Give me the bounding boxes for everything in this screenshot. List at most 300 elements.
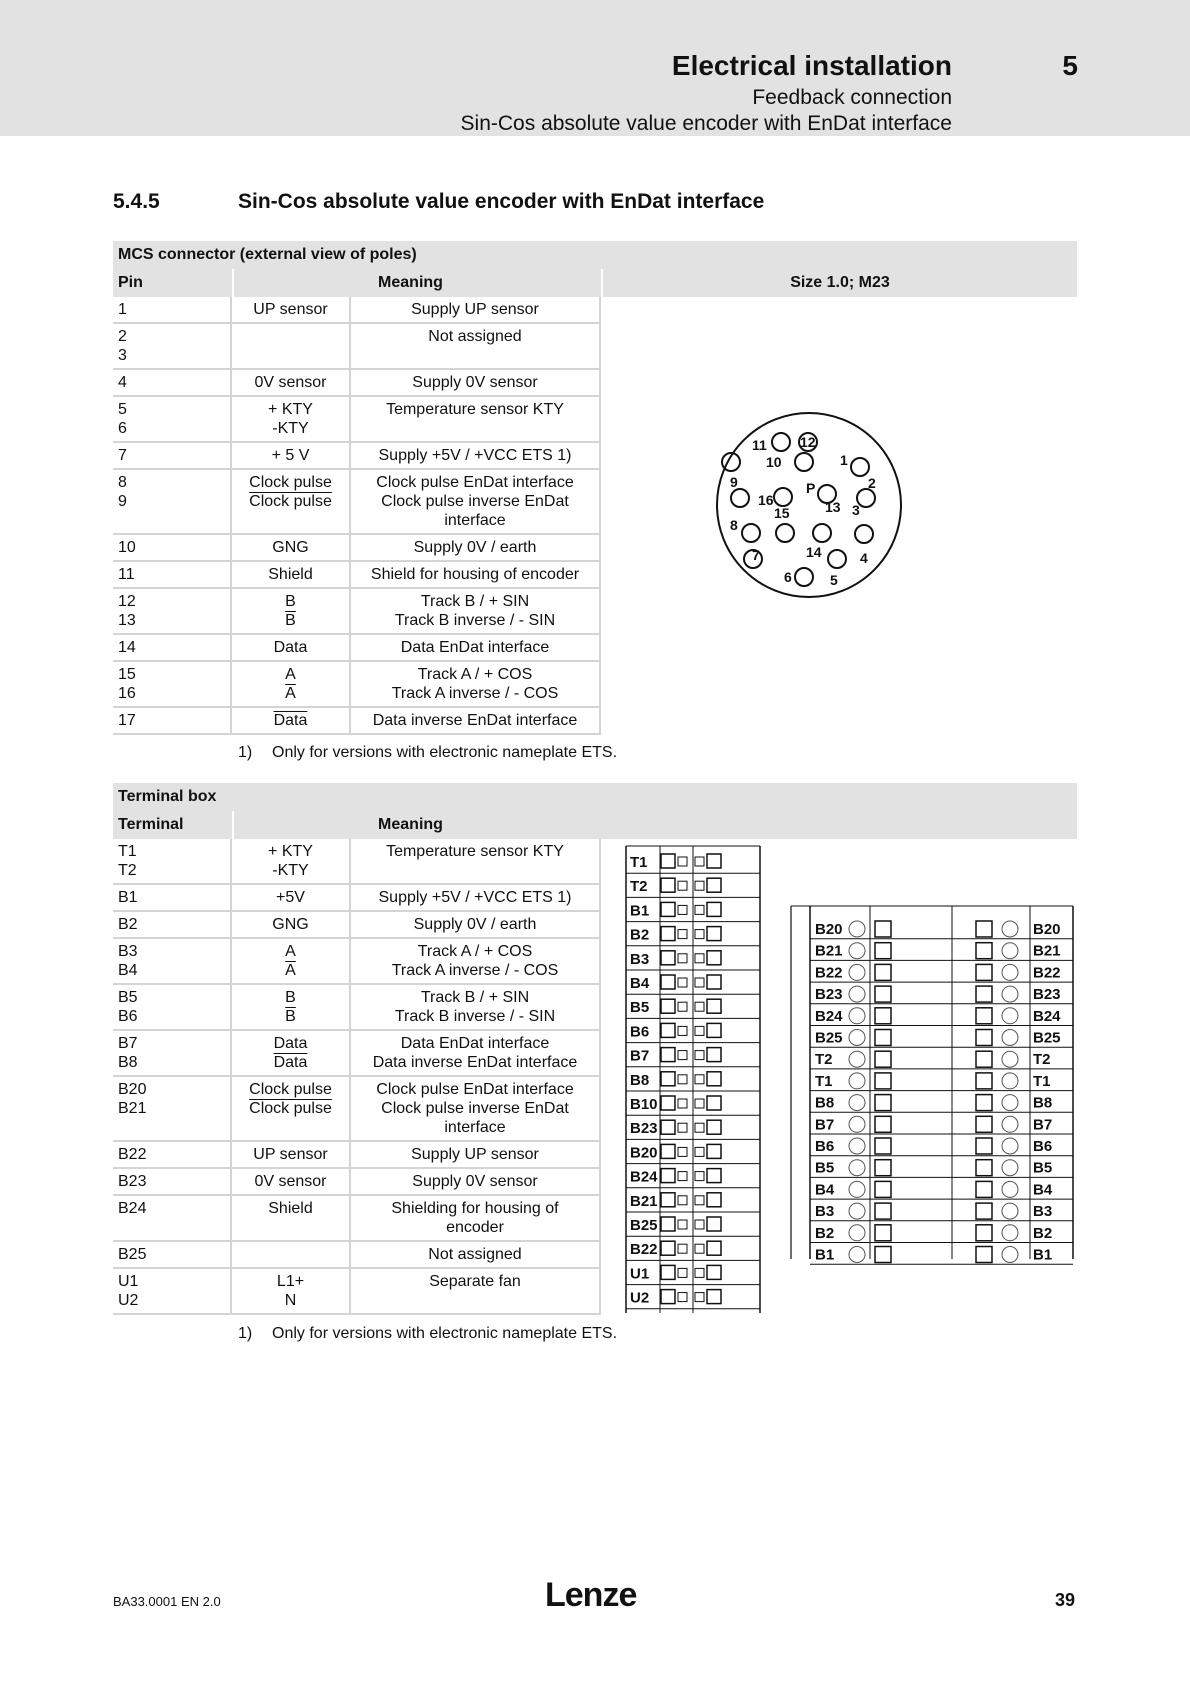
cell-line: UP sensor: [253, 1146, 328, 1163]
terminal-label: B1: [815, 1246, 835, 1264]
cell-line: Clock pulse: [249, 474, 332, 491]
cell-line: Supply +5V / +VCC ETS 1): [378, 889, 572, 906]
terminal-label: B25: [1033, 1029, 1061, 1047]
pin-hole: [795, 453, 813, 471]
pin-cell: [113, 938, 231, 984]
terminal-screw: [1002, 1203, 1018, 1219]
cell-line: 1: [118, 301, 127, 318]
terminal-box: [707, 975, 721, 989]
pin-hole: [851, 458, 869, 476]
terminal-label: B24: [630, 1168, 658, 1186]
terminal-label: T1: [815, 1072, 833, 1090]
terminal-box: [661, 1290, 675, 1304]
terminal-label: B5: [815, 1159, 835, 1177]
cell-line: B4: [118, 962, 138, 979]
connector-pin-label: 6: [784, 569, 792, 585]
table-row: [113, 1195, 600, 1241]
terminal-box: [661, 1072, 675, 1086]
cell-line: B: [285, 593, 296, 610]
lenze-logo: Lenze: [545, 1576, 637, 1614]
cell-line: $\overline{B}$: [285, 1008, 296, 1025]
terminal-box: [661, 1048, 675, 1062]
cell-line: 3: [118, 347, 127, 364]
cell-line: B23: [118, 1173, 147, 1190]
cell-line: B21: [118, 1100, 147, 1117]
terminal-screw: [1002, 964, 1018, 980]
signal-cell: [231, 534, 350, 561]
footnote-text: Only for versions with electronic nameplate ETS.: [272, 744, 618, 761]
terminal-box: [875, 1116, 891, 1132]
connector-pin-label: 16: [758, 492, 774, 508]
pin-cell: [113, 588, 231, 634]
terminal-box: [661, 1217, 675, 1231]
terminal-box: [707, 878, 721, 892]
terminal-box: [695, 857, 704, 866]
terminal-box: [678, 1026, 687, 1035]
meaning-cell: [350, 884, 600, 911]
terminal-box: [695, 1172, 704, 1181]
terminal-label: B20: [1033, 921, 1061, 938]
cell-line: 10: [118, 539, 136, 556]
cell-line: + KTY: [268, 843, 313, 860]
terminal-box: [875, 1225, 891, 1241]
table-row: [113, 369, 600, 396]
terminal-box: [661, 1265, 675, 1279]
terminal-box: [678, 1075, 687, 1084]
terminal-box: [707, 1072, 721, 1086]
terminal-box: [695, 905, 704, 914]
table-row: [113, 938, 600, 984]
terminal-box: [875, 1247, 891, 1263]
meaning-cell: [350, 297, 600, 323]
terminal-box: [695, 881, 704, 890]
cell-line: $\overline{A}$: [285, 962, 296, 979]
pin-hole: [772, 433, 790, 451]
connector-pin-label: 15: [774, 505, 790, 521]
cell-line: Data: [273, 1054, 308, 1071]
meaning-cell: [350, 323, 600, 369]
meaning-cell: [350, 839, 600, 884]
cell-line: Supply UP sensor: [411, 1146, 539, 1163]
table-row: [113, 1168, 600, 1195]
cell-line: B8: [118, 1054, 138, 1071]
terminal-box: [976, 1051, 992, 1067]
pin-cell: [113, 1241, 231, 1268]
terminal-box: [678, 1051, 687, 1060]
terminal-label: B23: [630, 1120, 658, 1138]
terminal-label: B8: [815, 1094, 835, 1112]
terminal-box: [976, 1138, 992, 1154]
document-id: BA33.0001 EN 2.0: [113, 1594, 221, 1609]
signal-cell: [231, 1268, 350, 1314]
terminal-label: B21: [815, 942, 843, 960]
terminal-box: [678, 954, 687, 963]
pin-cell: [113, 469, 231, 534]
cell-line: Track A inverse / - COS: [391, 685, 559, 702]
cell-line: $\overline{A}$: [285, 685, 296, 702]
terminal-box: [976, 986, 992, 1002]
terminal-box: [695, 1147, 704, 1156]
cell-line: N: [284, 1292, 297, 1309]
terminal-box: [695, 1002, 704, 1011]
signal-cell: [231, 323, 350, 369]
cell-line: 13: [118, 612, 136, 629]
cell-line: Track A / + COS: [417, 666, 533, 683]
terminal-screw: [1002, 1073, 1018, 1089]
terminal-box-table: [113, 839, 601, 1315]
meaning-cell: [350, 1141, 600, 1168]
terminal-box: [707, 1023, 721, 1037]
cell-line: 4: [118, 374, 127, 391]
table-row: [113, 442, 600, 469]
table-row: [113, 1241, 600, 1268]
terminal-label: T2: [815, 1051, 833, 1069]
cell-line: -KTY: [272, 862, 309, 879]
signal-cell: [231, 984, 350, 1030]
cell-line: B2: [118, 916, 138, 933]
connector-pin-label: 3: [852, 502, 860, 518]
table-row: [113, 561, 600, 588]
footnote-number: 1): [238, 1325, 253, 1342]
terminal-box: [661, 1096, 675, 1110]
terminal-box: [695, 1099, 704, 1108]
signal-cell: [231, 1076, 350, 1141]
terminal-screw: [1002, 1030, 1018, 1046]
cell-line: T1: [118, 843, 137, 860]
meaning-cell: [350, 661, 600, 707]
table-row: [113, 588, 600, 634]
cell-line: B6: [118, 1008, 138, 1025]
connector-pin-label: 10: [766, 454, 782, 470]
terminal-box: [678, 1196, 687, 1205]
cell-line: Clock pulse inverse EnDat: [381, 493, 569, 510]
terminal-label: B21: [630, 1192, 658, 1210]
terminal-label: B23: [1033, 986, 1061, 1004]
cell-line: 12: [118, 593, 136, 610]
terminal-box: [661, 854, 675, 868]
cell-line: 6: [118, 420, 127, 437]
terminal-strip-left: [625, 845, 765, 1315]
pin-cell: [113, 297, 231, 323]
pin-cell: [113, 1168, 231, 1195]
connector-pin-label: 2: [868, 475, 876, 491]
terminal-screw: [849, 1225, 865, 1241]
cell-line: encoder: [446, 1219, 504, 1236]
terminal-box: [707, 1290, 721, 1304]
terminal-box: [875, 986, 891, 1002]
terminal-box: [875, 1073, 891, 1089]
cell-line: +5V: [276, 889, 305, 906]
cell-line: Clock pulse inverse EnDat: [381, 1100, 569, 1117]
terminal-box: [707, 1193, 721, 1207]
meaning-cell: [350, 1076, 600, 1141]
cell-line: interface: [444, 1119, 506, 1136]
connector-pin-label: 12: [800, 434, 816, 450]
terminal-box: [661, 878, 675, 892]
connector-pin-label: 1: [840, 452, 848, 468]
terminal-screw: [1002, 1225, 1018, 1241]
cell-line: Track B inverse / - SIN: [394, 612, 556, 629]
terminal-box: [976, 1116, 992, 1132]
terminal-box: [976, 1160, 992, 1176]
cell-line: B5: [118, 989, 138, 1006]
table-row: [113, 911, 600, 938]
meaning-cell: [350, 534, 600, 561]
pin-cell: [113, 1076, 231, 1141]
terminal-box: [661, 1023, 675, 1037]
header-subtitle-1: Feedback connection: [752, 86, 952, 109]
terminal-label: B8: [1033, 1094, 1053, 1112]
meaning-cell: [350, 984, 600, 1030]
terminal-box: [875, 1203, 891, 1219]
meaning-cell: [350, 469, 600, 534]
pin-cell: [113, 1268, 231, 1314]
cell-line: Shield for housing of encoder: [370, 566, 580, 583]
cell-line: Supply 0V sensor: [412, 374, 538, 391]
terminal-box: [695, 954, 704, 963]
terminal-box: [695, 930, 704, 939]
cell-line: U1: [118, 1273, 139, 1290]
terminal-label: B1: [630, 902, 650, 920]
terminal-label: B6: [1033, 1138, 1053, 1155]
signal-cell: [231, 369, 350, 396]
pin-hole: [795, 568, 813, 586]
terminal-box: [661, 1120, 675, 1134]
terminal-label: B24: [1033, 1007, 1061, 1025]
terminal-label: B25: [630, 1217, 658, 1234]
signal-cell: [231, 1241, 350, 1268]
terminal-screw: [1002, 1095, 1018, 1111]
table-row: [113, 469, 600, 534]
cell-line: 15: [118, 666, 136, 683]
terminal-label: B25: [815, 1029, 843, 1047]
cell-line: Data: [273, 639, 308, 656]
terminal-box: [678, 881, 687, 890]
terminal-box: [695, 1026, 704, 1035]
terminal-label: B7: [1033, 1116, 1053, 1134]
pin-cell: [113, 911, 231, 938]
meaning-cell: [350, 369, 600, 396]
terminal-box: [678, 1172, 687, 1181]
signal-cell: [231, 1030, 350, 1076]
signal-cell: [231, 839, 350, 884]
cell-line: Not assigned: [428, 328, 522, 345]
meaning-cell: [350, 442, 600, 469]
pin-cell: [113, 839, 231, 884]
terminal-label: B20: [815, 921, 843, 938]
terminal-box: [678, 1123, 687, 1132]
terminal-screw: [849, 986, 865, 1002]
signal-cell: [231, 297, 350, 323]
terminal-box: [976, 1225, 992, 1241]
cell-line: B20: [118, 1081, 147, 1098]
terminal-label: B1: [1033, 1246, 1053, 1264]
cell-line: A: [285, 666, 296, 683]
cell-line: Track B / + SIN: [420, 593, 530, 610]
cell-line: 11: [118, 566, 135, 583]
terminal-label: B20: [630, 1144, 658, 1162]
cell-line: B22: [118, 1146, 147, 1163]
terminal-label: B7: [815, 1116, 835, 1134]
chapter-number: 5: [1062, 50, 1078, 81]
terminal-label: B4: [1033, 1181, 1053, 1199]
cell-line: Not assigned: [428, 1246, 522, 1263]
terminal-box: [678, 1293, 687, 1302]
terminal-screw: [849, 1203, 865, 1219]
footnote-number: 1): [238, 744, 253, 761]
terminal-box: [707, 927, 721, 941]
cell-line: + 5 V: [271, 447, 310, 464]
terminal-screw: [1002, 1008, 1018, 1024]
cell-line: L1+: [276, 1273, 305, 1290]
terminal-label: B5: [1033, 1159, 1053, 1177]
meaning-cell: [350, 396, 600, 442]
cell-line: GNG: [272, 539, 309, 556]
pin-cell: [113, 661, 231, 707]
terminal-label: U2: [630, 1289, 650, 1307]
terminal-box: [875, 1160, 891, 1176]
section-title: Sin-Cos absolute value encoder with EnDat interface: [238, 190, 765, 213]
cell-line: B24: [118, 1200, 147, 1217]
terminal-box: [678, 1147, 687, 1156]
terminal-box: [661, 1193, 675, 1207]
terminal-box: [976, 921, 992, 937]
terminal-box: [707, 999, 721, 1013]
cell-line: Track B inverse / - SIN: [394, 1008, 556, 1025]
meaning-cell: [350, 1030, 600, 1076]
terminal-screw: [849, 1073, 865, 1089]
table-row: [113, 839, 600, 884]
col-meaning-header: Meaning: [378, 274, 443, 291]
meaning-cell: [350, 1195, 600, 1241]
meaning-cell: [350, 561, 600, 588]
pin-cell: [113, 634, 231, 661]
terminal-box: [678, 905, 687, 914]
cell-line: A: [285, 943, 296, 960]
terminal-box: [695, 1123, 704, 1132]
cell-line: + KTY: [268, 401, 313, 418]
cell-line: Clock pulse: [249, 1081, 332, 1098]
terminal-box: [976, 1181, 992, 1197]
terminal-screw: [1002, 1247, 1018, 1263]
terminal-box: [661, 1169, 675, 1183]
pin-cell: [113, 323, 231, 369]
terminal-box: [976, 1095, 992, 1111]
terminal-box: [695, 1268, 704, 1277]
page-header: [0, 0, 1190, 136]
cell-line: Supply 0V / earth: [413, 916, 537, 933]
signal-cell: [231, 561, 350, 588]
table-row: [113, 1268, 600, 1314]
cell-line: -KTY: [272, 420, 309, 437]
header-title: Electrical installation: [671, 50, 952, 81]
terminal-table-caption: Terminal box: [113, 783, 1077, 811]
meaning-cell: [350, 588, 600, 634]
terminal-label: B2: [1033, 1224, 1053, 1242]
terminal-box: [678, 1268, 687, 1277]
terminal-box: [707, 1241, 721, 1255]
cell-line: Supply 0V / earth: [413, 539, 537, 556]
signal-cell: [231, 661, 350, 707]
pin-hole: [813, 524, 831, 542]
terminal-label: B3: [630, 950, 650, 968]
terminal-label: B7: [630, 1047, 650, 1065]
pin-hole: [774, 488, 792, 506]
terminal-box: [661, 927, 675, 941]
signal-cell: [231, 469, 350, 534]
table-row: [113, 534, 600, 561]
cell-line: UP sensor: [253, 301, 328, 318]
signal-cell: [231, 396, 350, 442]
pin-hole: [731, 489, 749, 507]
terminal-label: B3: [1033, 1203, 1053, 1221]
pin-cell: [113, 884, 231, 911]
cell-line: Temperature sensor KTY: [386, 843, 564, 860]
terminal-label: B3: [815, 1203, 835, 1221]
pin-cell: [113, 442, 231, 469]
terminal-box: [695, 1220, 704, 1229]
cell-line: Data EnDat interface: [400, 1035, 550, 1052]
connector-footnote: [238, 744, 617, 762]
meaning-cell: [350, 1241, 600, 1268]
table-row: [113, 1030, 600, 1076]
cell-line: B: [285, 989, 296, 1006]
terminal-footnote: [238, 1325, 617, 1343]
terminal-screw: [849, 1095, 865, 1111]
table-row: [113, 396, 600, 442]
signal-cell: [231, 884, 350, 911]
terminal-box: [695, 978, 704, 987]
cell-line: Separate fan: [429, 1273, 521, 1290]
meaning-cell: [350, 938, 600, 984]
terminal-screw: [1002, 986, 1018, 1002]
terminal-screw: [849, 1181, 865, 1197]
terminal-box: [678, 1244, 687, 1253]
cell-line: Clock pulse EnDat interface: [376, 1081, 574, 1098]
cell-line: Track B / + SIN: [420, 989, 530, 1006]
terminal-box: [661, 999, 675, 1013]
signal-cell: [231, 1168, 350, 1195]
terminal-label: B2: [815, 1224, 835, 1242]
signal-cell: [231, 938, 350, 984]
col-pin-header: Pin: [118, 274, 143, 291]
terminal-box: [707, 1169, 721, 1183]
pin-cell: [113, 369, 231, 396]
terminal-box: [707, 951, 721, 965]
terminal-label: B23: [815, 986, 843, 1004]
cell-line: Supply +5V / +VCC ETS 1): [378, 447, 572, 464]
terminal-box: [707, 1144, 721, 1158]
terminal-box: [976, 1247, 992, 1263]
terminal-screw: [1002, 1138, 1018, 1154]
terminal-screw: [1002, 943, 1018, 959]
section-number: 5.4.5: [113, 190, 160, 213]
cell-line: 0V sensor: [254, 374, 327, 391]
terminal-box: [976, 1203, 992, 1219]
header-subtitle-2: Sin-Cos absolute value encoder with EnDat interface: [460, 112, 952, 135]
pin-cell: [113, 396, 231, 442]
cell-line: 0V sensor: [254, 1173, 327, 1190]
pin-cell: [113, 1141, 231, 1168]
terminal-screw: [849, 1116, 865, 1132]
terminal-box: [661, 902, 675, 916]
connector-pin-label: 7: [752, 547, 760, 563]
terminal-box: [976, 1030, 992, 1046]
terminal-box: [695, 1244, 704, 1253]
table-row: [113, 1076, 600, 1141]
connector-pin-label: 13: [825, 499, 841, 515]
cell-line: Shielding for housing of: [391, 1200, 559, 1217]
